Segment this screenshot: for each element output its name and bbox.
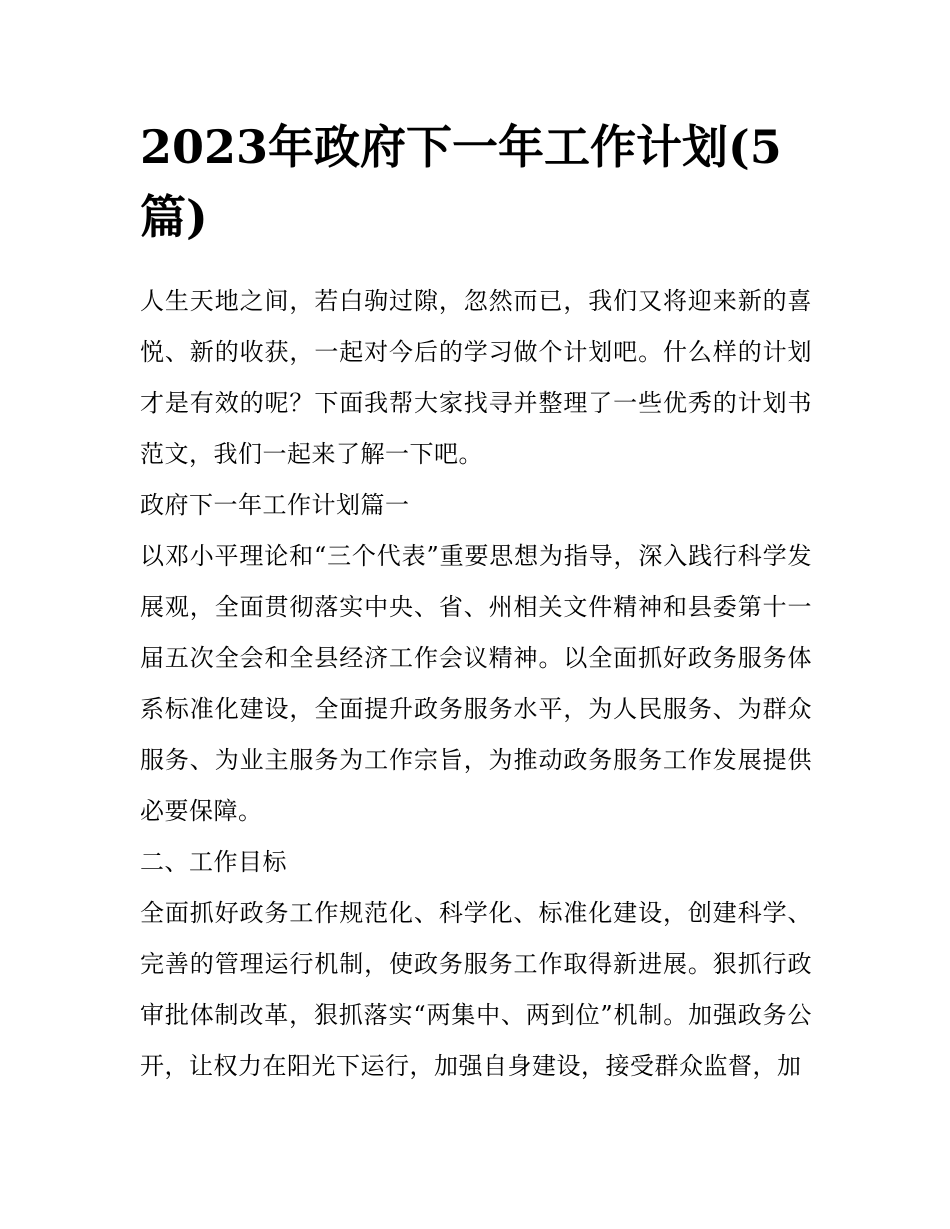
document-title: 2023年政府下一年工作计划(5篇): [140, 120, 782, 244]
work-goals-paragraph: 全面抓好政务工作规范化、科学化、标准化建设，创建科学、完善的管理运行机制，使政务服务工作取得新进展。狠抓行政审批体制改革，狠抓落实“两集中、两到位”机制。加强政务公开，让权力在阳光下运行，加强自身建设，接受群众监督，加: [140, 899, 812, 1080]
document-body: [140, 276, 812, 1092]
guiding-principle-paragraph: 以邓小平理论和“三个代表”重要思想为指导，深入践行科学发展观，全面贯彻落实中央、省、州相关文件精神和县委第十一届五次全会和全县经济工作会议精神。以全面抓好政务服务体系标准化建设，全面提升政务服务水平，为人民服务、为群众服务、为业主服务为工作宗旨，为推动政务服务工作发展提供必要保障。: [140, 542, 812, 825]
section-heading-part-one: 政府下一年工作计划篇一: [140, 491, 410, 519]
document-content: [140, 112, 812, 1092]
intro-paragraph: 人生天地之间，若白驹过隙，忽然而已，我们又将迎来新的喜悦、新的收获，一起对今后的学习做个计划吧。什么样的计划才是有效的呢？下面我帮大家找寻并整理了一些优秀的计划书范文，我们一起来了解一下吧。: [140, 287, 812, 468]
section-heading-work-goals: 二、工作目标: [140, 848, 287, 876]
